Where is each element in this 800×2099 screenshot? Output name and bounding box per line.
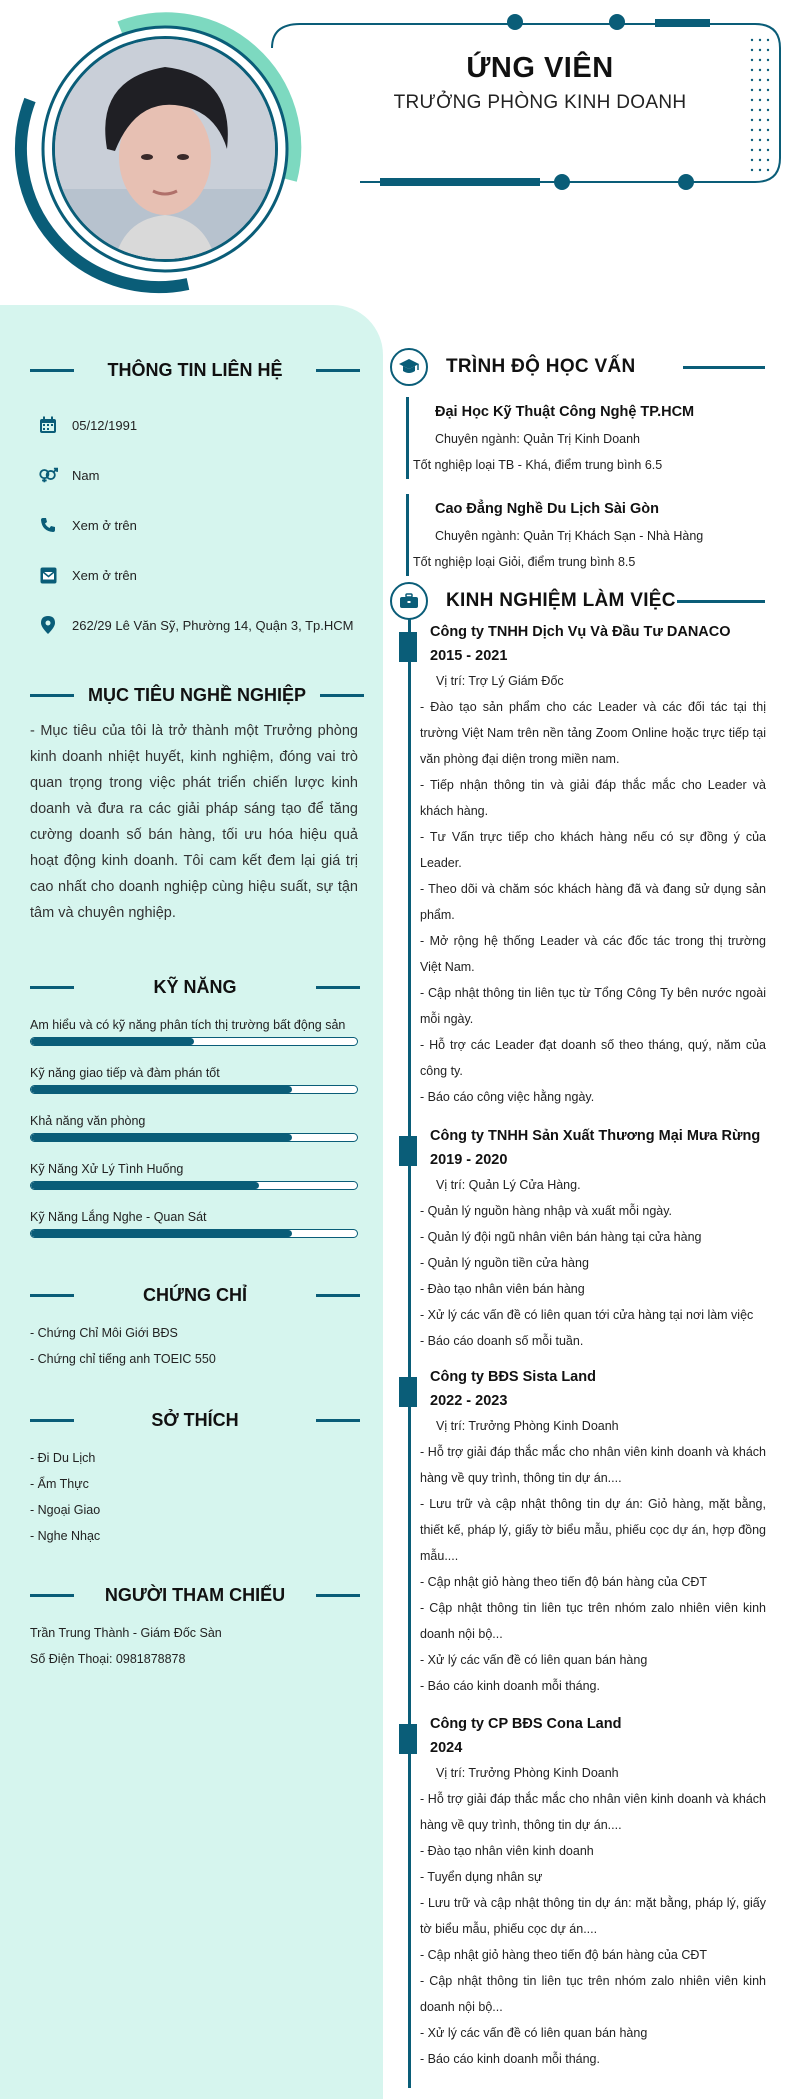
- hobbies-title: SỞ THÍCH: [151, 1410, 239, 1430]
- job-position: Vị trí: Quản Lý Cửa Hàng.: [436, 1178, 581, 1192]
- contact-birthdate: [38, 415, 137, 435]
- job-task: - Xử lý các vấn đề có liên quan bán hàng: [420, 2026, 648, 2040]
- avatar-photo: [55, 39, 275, 259]
- job-company: Công ty TNHH Dịch Vụ Và Đầu Tư DANACO: [430, 624, 731, 640]
- contact-value: Nam: [72, 467, 100, 483]
- skill-bar: [30, 1133, 358, 1142]
- email-icon: [38, 565, 58, 585]
- contact-gender: [38, 465, 99, 485]
- job-task: - Tuyển dụng nhân sự: [420, 1870, 543, 1884]
- job-task: - Cập nhật giỏ hàng theo tiến độ bán hàng của CĐT: [420, 1948, 708, 1962]
- contact-value: 262/29 Lê Văn Sỹ, Phường 14, Quận 3, Tp.HCM: [72, 617, 354, 633]
- skills-title: KỸ NĂNG: [153, 977, 237, 997]
- education-item: [406, 397, 766, 479]
- job-period: 2019 - 2020: [430, 1152, 508, 1168]
- skill-item: [30, 1162, 358, 1190]
- job-task: - Quản lý nguồn tiền cửa hàng: [420, 1256, 589, 1270]
- education-result: Tốt nghiệp loại Giỏi, điểm trung bình 8.5: [413, 555, 636, 569]
- dot-pattern: [751, 39, 769, 171]
- objective-section-title: [30, 685, 360, 706]
- contact-value: 05/12/1991: [72, 417, 138, 433]
- job-task: - Theo dõi và chăm sóc khách hàng đã và đang sử dụng sản phẩm.: [420, 882, 766, 922]
- title-divider: [30, 369, 74, 372]
- title-divider: [316, 986, 360, 989]
- objective-title: MỤC TIÊU NGHỀ NGHIỆP: [88, 685, 307, 705]
- job-task: - Cập nhật giỏ hàng theo tiến độ bán hàng của CĐT: [420, 1575, 708, 1589]
- frame-dot: [678, 174, 694, 190]
- skill-name: Am hiểu và có kỹ năng phân tích thị trường bất động sản: [30, 1018, 346, 1032]
- education-title: TRÌNH ĐỘ HỌC VẤN: [446, 356, 636, 377]
- briefcase-icon: [390, 582, 428, 620]
- list-item: - Chứng chỉ tiếng anh TOEIC 550: [30, 1352, 216, 1366]
- skill-bar-fill: [31, 1230, 292, 1237]
- skill-item: [30, 1018, 358, 1046]
- job-task: - Lưu trữ và cập nhật thông tin dự án: mặt bằng, pháp lý, giấy tờ biểu mẫu, phiếu cọc dự án....: [420, 1896, 766, 1936]
- skill-name: Kỹ Năng Lắng Nghe - Quan Sát: [30, 1210, 207, 1224]
- contact-address: [38, 615, 354, 635]
- gender-icon: [38, 465, 58, 485]
- timeline-marker: [399, 1136, 417, 1166]
- location-pin-icon: [38, 615, 58, 635]
- title-divider: [30, 1294, 74, 1297]
- contact-email: [38, 565, 137, 585]
- education-result: Tốt nghiệp loại TB - Khá, điểm trung bình 6.5: [413, 458, 663, 472]
- frame-dot: [609, 14, 625, 30]
- job-task: - Cập nhật thông tin liên tục trên nhóm zalo nhiên viên kinh doanh nội bộ...: [420, 1601, 766, 1641]
- job-company: Công ty TNHH Sản Xuất Thương Mại Mưa Rừng: [430, 1128, 761, 1144]
- job-task: - Xử lý các vấn đề có liên quan tới cửa hàng tại nơi làm việc: [420, 1308, 754, 1322]
- objective-text: - Mục tiêu của tôi là trở thành một Trưởng phòng kinh doanh nhiệt huyết, kinh nghiệm, đóng vai trò quan trọng trong việc phát triển chiến lược kinh doanh và đưa ra các giải pháp sáng tạo để tăng cường doanh số bán hàng, tối ưu hóa hiệu quả hoạt động kinh doanh. Tôi cam kết đem lại giá trị cao nhất cho doanh nghiệp cùng hiệu suất, sự tận tâm và chuyên nghiệp.: [30, 723, 358, 921]
- skill-bar: [30, 1181, 358, 1190]
- job-period: 2015 - 2021: [430, 648, 508, 664]
- experience-title: KINH NGHIỆM LÀM VIỆC: [446, 590, 676, 611]
- certificates-section-title: [30, 1285, 360, 1306]
- contact-value: Xem ở trên: [72, 517, 137, 533]
- frame-dot: [507, 14, 523, 30]
- education-school: Đại Học Kỹ Thuật Công Nghệ TP.HCM: [435, 404, 695, 420]
- title-divider: [316, 1594, 360, 1597]
- calendar-icon: [38, 415, 58, 435]
- job-company: Công ty CP BĐS Cona Land: [430, 1716, 622, 1732]
- job-task: - Tiếp nhận thông tin và giải đáp thắc mắc cho Leader và khách hàng.: [420, 778, 766, 818]
- skill-item: [30, 1114, 358, 1142]
- job-item: [420, 1124, 766, 1354]
- education-section-title: [390, 348, 765, 386]
- education-major: Chuyên ngành: Quản Trị Khách Sạn - Nhà Hàng: [435, 529, 704, 543]
- skill-bar: [30, 1229, 358, 1238]
- job-task: - Quản lý đội ngũ nhân viên bán hàng tại cửa hàng: [420, 1230, 702, 1244]
- list-item: - Ẩm Thực: [30, 1477, 89, 1491]
- job-task: - Tư Vấn trực tiếp cho khách hàng nếu có sự đồng ý của Leader.: [420, 830, 766, 870]
- title-divider: [30, 694, 74, 697]
- phone-icon: [38, 515, 58, 535]
- job-position: Vị trí: Trưởng Phòng Kinh Doanh: [436, 1766, 619, 1780]
- title-divider: [316, 369, 360, 372]
- job-item: [420, 1365, 766, 1699]
- job-task: - Đào tạo nhân viên bán hàng: [420, 1282, 585, 1296]
- frame-bar-bottom: [380, 178, 540, 186]
- skill-bar: [30, 1037, 358, 1046]
- list-item: - Ngoại Giao: [30, 1503, 101, 1517]
- job-company: Công ty BĐS Sista Land: [430, 1369, 596, 1385]
- timeline-marker: [399, 632, 417, 662]
- job-period: 2022 - 2023: [430, 1393, 508, 1409]
- job-task: - Cập nhật thông tin liên tục trên nhóm zalo nhiên viên kinh doanh nội bộ...: [420, 1974, 766, 2014]
- skill-name: Khả năng văn phòng: [30, 1114, 146, 1128]
- job-task: - Đào tạo nhân viên kinh doanh: [420, 1844, 594, 1858]
- title-divider: [316, 1419, 360, 1422]
- title-divider: [677, 600, 765, 603]
- references-title: NGƯỜI THAM CHIẾU: [104, 1585, 286, 1605]
- resume-header: [0, 0, 800, 300]
- contact-phone: [38, 515, 137, 535]
- hobbies-section-title: [30, 1410, 360, 1431]
- candidate-role: TRƯỞNG PHÒNG KINH DOANH: [393, 92, 687, 113]
- education-major: Chuyên ngành: Quản Trị Kinh Doanh: [435, 432, 640, 446]
- title-divider: [30, 986, 74, 989]
- skill-bar-fill: [31, 1038, 194, 1045]
- job-task: - Lưu trữ và cập nhật thông tin dự án: Giỏ hàng, mặt bằng, thiết kế, pháp lý, giấy tờ biểu mẫu, phiếu cọc dự án, hợp đồng mẫu....: [420, 1497, 766, 1563]
- skill-bar: [30, 1085, 358, 1094]
- education-item: [406, 494, 766, 576]
- skill-item: [30, 1210, 358, 1238]
- list-item: - Nghe Nhạc: [30, 1529, 101, 1543]
- job-task: - Cập nhật thông tin liên tục từ Tổng Công Ty bên nước ngoài mỗi ngày.: [420, 986, 766, 1026]
- job-task: - Đào tạo sản phẩm cho các Leader và các đối tác tại thị trường Việt Nam trên nền tảng Zoom Online hoặc trực tiếp tại văn phòng đại diện trong miền nam.: [420, 700, 766, 766]
- job-task: - Xử lý các vấn đề có liên quan bán hàng: [420, 1653, 648, 1667]
- skill-bar-fill: [31, 1134, 292, 1141]
- frame-dot: [554, 174, 570, 190]
- timeline-marker: [399, 1377, 417, 1407]
- avatar: [52, 36, 278, 262]
- job-task: - Hỗ trợ các Leader đạt doanh số theo tháng, quý, năm của công ty.: [420, 1038, 766, 1078]
- contact-value: Xem ở trên: [72, 567, 137, 583]
- certificates-list: [30, 1320, 216, 1372]
- job-task: - Báo cáo kinh doanh mỗi tháng.: [420, 1679, 600, 1693]
- job-task: - Báo cáo kinh doanh mỗi tháng.: [420, 2052, 600, 2066]
- list-item: Số Điện Thoại: 0981878878: [30, 1652, 186, 1666]
- certificates-title: CHỨNG CHỈ: [143, 1285, 247, 1305]
- job-task: - Báo cáo công việc hằng ngày.: [420, 1090, 595, 1104]
- list-item: - Đi Du Lịch: [30, 1451, 96, 1465]
- candidate-name: ỨNG VIÊN: [466, 52, 614, 84]
- job-task: - Mở rộng hệ thống Leader và các đốc tác trong thị trường Việt Nam.: [420, 934, 766, 974]
- job-task: - Báo cáo doanh số mỗi tuần.: [420, 1334, 584, 1348]
- frame-bar: [655, 19, 710, 27]
- education-school: Cao Đẳng Nghề Du Lịch Sài Gòn: [435, 501, 659, 517]
- skill-bar-fill: [31, 1086, 292, 1093]
- graduation-cap-icon: [390, 348, 428, 386]
- skills-section-title: [30, 977, 360, 998]
- list-item: Trần Trung Thành - Giám Đốc Sàn: [30, 1626, 222, 1640]
- timeline-marker: [399, 1724, 417, 1754]
- references-section-title: [30, 1585, 360, 1606]
- list-item: - Chứng Chỉ Môi Giới BĐS: [30, 1326, 178, 1340]
- job-task: - Quản lý nguồn hàng nhập và xuất mỗi ngày.: [420, 1204, 673, 1218]
- references-list: [30, 1620, 222, 1672]
- hobbies-list: [30, 1445, 100, 1549]
- job-task: - Hỗ trợ giải đáp thắc mắc cho nhân viên kinh doanh và khách hàng về quy trình, thông tin dự án....: [420, 1792, 766, 1832]
- skill-bar-fill: [31, 1182, 259, 1189]
- job-item: [420, 620, 766, 1110]
- title-divider: [30, 1419, 74, 1422]
- experience-section-title: [390, 582, 765, 620]
- job-position: Vị trí: Trưởng Phòng Kinh Doanh: [436, 1419, 619, 1433]
- title-divider: [320, 694, 364, 697]
- experience-timeline: [408, 618, 411, 2088]
- job-item: [420, 1712, 766, 2072]
- contact-section-title: [30, 360, 360, 381]
- title-divider: [316, 1294, 360, 1297]
- job-position: Vị trí: Trợ Lý Giám Đốc: [436, 674, 564, 688]
- skill-name: Kỹ năng giao tiếp và đàm phán tốt: [30, 1066, 220, 1080]
- job-task: - Hỗ trợ giải đáp thắc mắc cho nhân viên kinh doanh và khách hàng về quy trình, thông tin dự án....: [420, 1445, 766, 1485]
- job-period: 2024: [430, 1740, 463, 1756]
- title-divider: [683, 366, 765, 369]
- skill-name: Kỹ Năng Xử Lý Tình Huống: [30, 1162, 184, 1176]
- skill-item: [30, 1066, 358, 1094]
- title-divider: [30, 1594, 74, 1597]
- contact-title: THÔNG TIN LIÊN HỆ: [107, 360, 283, 380]
